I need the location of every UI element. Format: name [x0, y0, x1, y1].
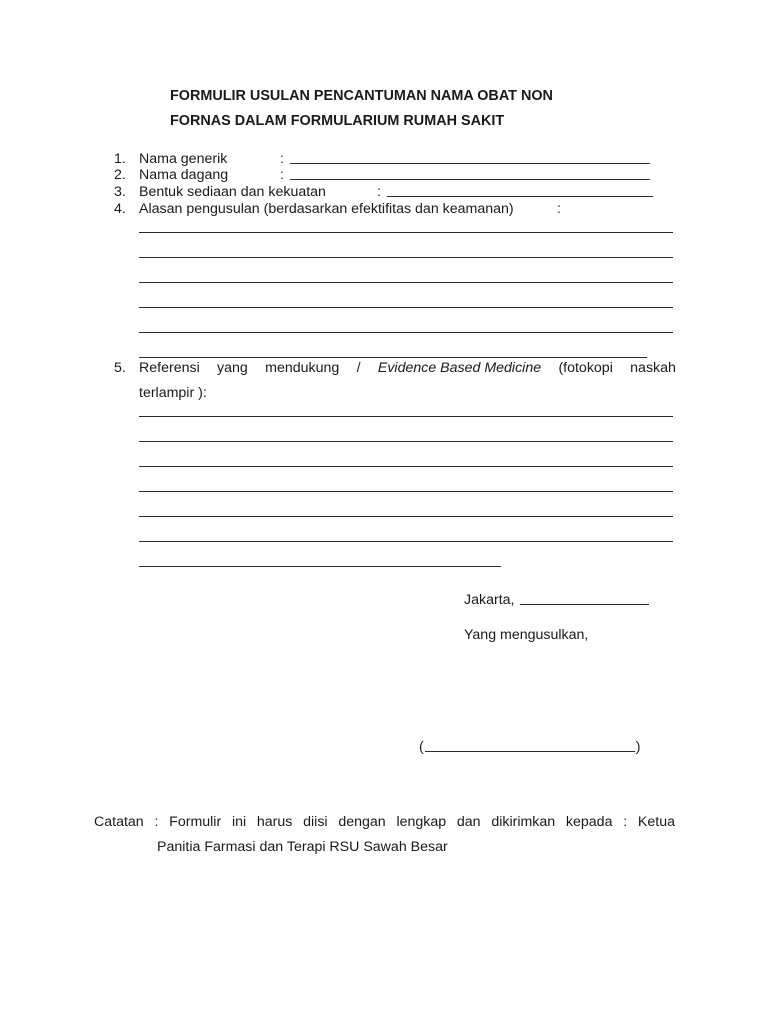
form-title-line-2: FORNAS DALAM FORMULARIUM RUMAH SAKIT [170, 113, 505, 129]
item-5-word: mendukung [265, 360, 340, 376]
item-3-label: Bentuk sediaan dan kekuatan [139, 184, 326, 200]
note-word: lengkap [396, 814, 447, 830]
item-2-blank-line[interactable] [290, 179, 650, 180]
place-date-field[interactable] [464, 592, 649, 608]
signature-name-field[interactable] [419, 739, 640, 755]
close-paren: ) [635, 739, 641, 755]
item-5-word: / [356, 360, 361, 376]
item-4-answer-line[interactable] [139, 282, 673, 283]
item-4-answer-line[interactable] [139, 257, 673, 258]
note-word: : [154, 814, 159, 830]
item-5-answer-line[interactable] [139, 491, 673, 492]
place-label: Jakarta, [464, 592, 515, 608]
item-4-answer-line[interactable] [139, 357, 647, 358]
item-1-field[interactable] [280, 151, 650, 167]
note-word: dikirimkan [491, 814, 556, 830]
note-line-2: Panitia Farmasi dan Terapi RSU Sawah Besar [157, 839, 448, 855]
item-3-field[interactable] [377, 184, 653, 200]
item-5-answer-line[interactable] [139, 466, 673, 467]
note-word: dengan [338, 814, 386, 830]
item-5-label-line-2: terlampir ): [139, 385, 207, 401]
item-4-number: 4. [114, 201, 126, 217]
item-4-answer-line[interactable] [139, 332, 673, 333]
item-5-word: (fotokopi [558, 360, 613, 376]
note-line-1 [94, 814, 675, 830]
note-word: Formulir [169, 814, 222, 830]
item-5-word: naskah [630, 360, 676, 376]
item-2-colon: : [280, 167, 284, 183]
item-2-number: 2. [114, 167, 126, 183]
form-title-line-1: FORMULIR USULAN PENCANTUMAN NAMA OBAT NON [170, 88, 553, 104]
date-blank-line[interactable] [520, 604, 649, 605]
note-word: harus [256, 814, 293, 830]
item-5-answer-line[interactable] [139, 516, 673, 517]
note-word: ini [231, 814, 247, 830]
note-word: diisi [303, 814, 328, 830]
item-5-answer-line[interactable] [139, 416, 673, 417]
item-2-field[interactable] [280, 167, 650, 183]
item-4-colon: : [557, 201, 561, 217]
item-1-colon: : [280, 151, 284, 167]
item-5-label [139, 360, 676, 376]
note-word: Ketua [637, 814, 675, 830]
item-4-answer-line[interactable] [139, 232, 673, 233]
item-5-ebm-phrase: Evidence Based Medicine [377, 360, 542, 376]
proposer-label: Yang mengusulkan, [464, 627, 589, 643]
item-5-answer-line[interactable] [139, 541, 673, 542]
item-4-answer-line[interactable] [139, 307, 673, 308]
item-5-word: Referensi [139, 360, 200, 376]
note-word: dan [456, 814, 481, 830]
item-3-blank-line[interactable] [387, 196, 653, 197]
open-paren: ( [419, 739, 424, 755]
item-4-label: Alasan pengusulan (berdasarkan efektifitas dan keamanan) [139, 201, 514, 217]
item-1-blank-line[interactable] [290, 163, 650, 164]
item-3-number: 3. [114, 184, 126, 200]
note-word: kepada [565, 814, 613, 830]
signature-blank-line[interactable] [425, 751, 635, 752]
item-5-word: yang [217, 360, 248, 376]
item-1-label: Nama generik [139, 151, 228, 167]
item-5-answer-line[interactable] [139, 441, 673, 442]
item-5-number: 5. [114, 360, 126, 376]
item-2-label: Nama dagang [139, 167, 229, 183]
item-1-number: 1. [114, 151, 126, 167]
note-word: : [623, 814, 628, 830]
item-3-colon: : [377, 184, 381, 200]
item-5-answer-line[interactable] [139, 566, 501, 567]
note-word: Catatan [94, 814, 144, 830]
